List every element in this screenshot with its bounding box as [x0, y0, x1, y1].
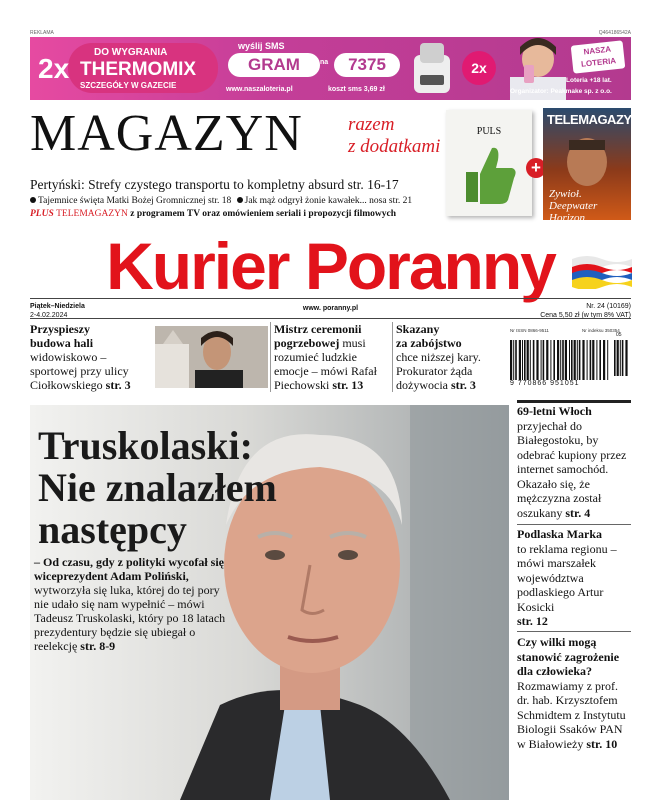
- barcode-bar: [569, 340, 570, 380]
- plus-icon: +: [526, 158, 546, 178]
- ad-prize-line2: THERMOMIX: [80, 59, 197, 80]
- barcode-number: 9 770866 951051: [510, 380, 580, 387]
- teaser-ceremonie[interactable]: [274, 322, 392, 392]
- addon-barcode-icon: [614, 340, 628, 376]
- ad-prize-line1: DO WYGRANIA: [94, 47, 168, 58]
- dateline-price: Cena 5,50 zł (w tym 8% VAT): [540, 312, 631, 319]
- right-story-marka[interactable]: [517, 527, 631, 629]
- poland-ukraine-flag-icon: [572, 253, 632, 289]
- barcode-bar: [574, 340, 576, 380]
- man-portrait: [155, 326, 268, 388]
- barcode-bar: [527, 340, 529, 380]
- barcode-bar: [577, 340, 578, 380]
- barcode-bar: [617, 340, 619, 376]
- magazyn-plus-line: [30, 209, 396, 219]
- teaser-skazany-hd2: za zabójstwo: [396, 336, 462, 350]
- plus-description: z programem TV oraz omówieniem seriali i propozycji filmowych: [130, 209, 397, 219]
- headline-line3: następcy: [38, 507, 187, 552]
- barcode-bar: [519, 340, 521, 380]
- code-label: Q464186542A: [598, 30, 631, 36]
- barcode-suffix: 05: [616, 332, 622, 338]
- headline-line2: Nie znalazłem: [38, 465, 277, 510]
- teaser-hala-body3: Ciołkowskiego: [30, 378, 103, 392]
- teaser-nosa[interactable]: Jak mąż odgrył żonie kawałek... nosa str. 21: [244, 196, 413, 206]
- barcode-bar: [513, 340, 514, 380]
- barcode-bar: [530, 340, 531, 380]
- ad-keyword: GRAM: [228, 53, 320, 77]
- teaser-ceremonie-body1: rozumieć ludzkie: [274, 350, 357, 364]
- ad-organizer-note: Organizator: Peakmake sp. z o.o.: [510, 88, 612, 95]
- dateline-date: 2-4.02.2024: [30, 312, 68, 319]
- marka-headline: Podlaska Marka: [517, 527, 603, 541]
- teaser-photo-piechowski[interactable]: [155, 326, 268, 388]
- teaser-hala-body2: sportowej przy ulicy: [30, 364, 129, 378]
- dateline-url[interactable]: www. poranny.pl: [302, 305, 359, 312]
- teaser-hala-page: str. 3: [105, 378, 131, 392]
- barcode-bar: [510, 340, 512, 380]
- barcode-bar: [565, 340, 567, 380]
- barcode-bar: [625, 340, 627, 376]
- magazyn-teaser-secondary[interactable]: [30, 196, 412, 206]
- wilki-body: Rozmawiamy z prof. dr. hab. Krzysztofem Schmidtem z Instytutu Biologii Ssaków PAN w Białowieży: [517, 678, 626, 751]
- dateline-days: Piątek–Niedziela: [30, 303, 85, 310]
- ad-sms-label: wyślij SMS: [238, 41, 285, 51]
- ad-2x-text: 2x: [38, 53, 70, 84]
- teaser-ceremonie-body2: emocje – mówi Rafał: [274, 364, 377, 378]
- rule-top: [30, 298, 631, 299]
- teaser-ceremonie-hd2: pogrzebowej: [274, 336, 340, 350]
- right-story-wloch[interactable]: [517, 404, 631, 520]
- barcode-bar: [579, 340, 581, 380]
- barcode-bar: [590, 340, 592, 380]
- teaser-skazany-body3: dożywocia: [396, 378, 448, 392]
- bullet-icon: [30, 197, 36, 203]
- thumbs-up-icon: [460, 144, 518, 206]
- telemagazyn-label: TELEMAGAZYN: [56, 209, 128, 219]
- telemagazyn-cover-title: TELEMAGAZYN: [547, 112, 641, 127]
- tele-sub-line1: Zywioł.: [549, 188, 582, 200]
- ad-prize-line3: SZCZEGÓŁY W GAZECIE: [80, 81, 177, 90]
- ad-sms-box: [222, 41, 400, 81]
- barcode-block: [510, 328, 631, 392]
- ad-na-text: na: [320, 59, 329, 66]
- tele-sub-line2: Deepwater Horizon: [549, 200, 598, 224]
- tagline-line2: z dodatkami: [348, 136, 441, 157]
- ad-sms-number: 7375: [334, 53, 400, 77]
- rule-bottom: [30, 318, 631, 319]
- right-rule-2: [517, 631, 631, 632]
- barcode-bar: [582, 340, 584, 380]
- wilki-page: str. 10: [586, 736, 618, 751]
- teaser-gromnica[interactable]: Tajemnice święta Matki Bożej Gromnicznej str. 18: [38, 196, 232, 206]
- teaser-skazany-hd1: Skazany: [396, 322, 440, 336]
- barcode-bar: [557, 340, 559, 380]
- barcode-bar: [550, 340, 551, 380]
- barcode-bar: [587, 340, 588, 380]
- puls-cover[interactable]: [446, 110, 532, 216]
- barcode-bar: [543, 340, 545, 380]
- marka-page: str. 12: [517, 614, 548, 628]
- lead-rest: wytworzyła się luka, której do tej pory nie udało się nam wypełnić – mówi Tadeusz Truskolaski, który po 18 latach prezydentury będzie się ubiegał o reelekcję: [34, 583, 226, 653]
- bullet-icon: [237, 197, 243, 203]
- ad-2x-circle: 2x: [462, 51, 496, 85]
- barcode-bar: [571, 340, 573, 380]
- teaser-ceremonie-page: str. 13: [332, 378, 364, 392]
- barcode-bar: [562, 340, 564, 380]
- barcode-bar: [599, 340, 601, 380]
- teaser-skazany[interactable]: [396, 322, 506, 392]
- barcode-bar: [614, 340, 616, 376]
- barcode-bar: [607, 340, 608, 380]
- teaser-hala-hd1: Przyspieszy: [30, 322, 90, 336]
- main-lead[interactable]: [34, 555, 230, 653]
- dateline-issue: Nr. 24 (10169): [586, 303, 631, 310]
- barcode-bar: [515, 340, 517, 380]
- actor-portrait: [559, 132, 615, 188]
- barcode-bar: [603, 340, 605, 380]
- ad-prize-bubble: [38, 43, 220, 95]
- main-headline[interactable]: [38, 425, 298, 551]
- nasza-loteria-logo: NASZA LOTERIA: [571, 40, 626, 73]
- barcode-bar: [522, 340, 523, 380]
- barcode-icon: [510, 340, 610, 380]
- wilki-headline: Czy wilki mogą stanowić zagrożenie dla człowieka?: [517, 635, 620, 678]
- lead-bold: – Od czasu, gdy z polityki wycofał się wiceprezydent Adam Poliński,: [34, 555, 225, 583]
- teaser-separator: [270, 322, 271, 392]
- issn-label: Nr ISSN 0866-9511: [510, 328, 549, 333]
- barcode-bar: [533, 340, 535, 380]
- plus-label: PLUS: [30, 209, 54, 219]
- barcode-bar: [524, 340, 526, 380]
- teaser-ceremonie-hd1: Mistrz ceremonii: [274, 322, 362, 336]
- masthead-title[interactable]: Kurier Poranny: [106, 229, 555, 303]
- ad-age-note: Loteria +18 lat.: [566, 77, 612, 84]
- barcode-bar: [541, 340, 542, 380]
- barcode-bar: [553, 340, 555, 380]
- teaser-hala[interactable]: [30, 322, 155, 392]
- puls-title: PULS: [476, 126, 502, 137]
- right-rule-top: [517, 400, 631, 403]
- magazyn-title: MAGAZYN: [30, 105, 303, 162]
- right-story-wilki[interactable]: [517, 635, 631, 751]
- teaser-skazany-body1: chce niższej kary.: [396, 350, 481, 364]
- wloch-headline: 69-letni Włoch: [517, 404, 592, 418]
- thermomix-icon: [410, 41, 454, 97]
- right-rule-1: [517, 524, 631, 525]
- index-label: Nr indeksu 350354: [582, 328, 620, 333]
- barcode-bar: [596, 340, 597, 380]
- teaser-hala-hd2: budowa hali: [30, 336, 94, 350]
- barcode-bar: [622, 340, 624, 376]
- barcode-bar: [536, 340, 538, 380]
- ad-label: REKLAMA: [30, 30, 54, 36]
- magazyn-tagline: [348, 114, 440, 158]
- lottery-ad-banner[interactable]: [30, 37, 631, 100]
- teaser-ceremonie-body3: Piechowski: [274, 378, 330, 392]
- barcode-bar: [592, 340, 594, 380]
- ad-sms-cost: koszt sms 3,69 zł: [328, 86, 385, 93]
- teaser-separator: [392, 322, 393, 392]
- tagline-line1: razem: [348, 114, 395, 135]
- barcode-bar: [620, 340, 621, 376]
- teaser-skazany-page: str. 3: [450, 378, 476, 392]
- barcode-bar: [546, 340, 548, 380]
- ad-url[interactable]: www.naszaloteria.pl: [226, 86, 293, 93]
- telemagazyn-cover-subtitle: [549, 188, 631, 224]
- magazyn-teaser-main[interactable]: Pertyński: Strefy czystego transportu to kompletny absurd str. 16-17: [30, 177, 399, 192]
- telemagazyn-cover[interactable]: [543, 108, 641, 224]
- teaser-hala-body1: widowiskowo –: [30, 350, 107, 364]
- wloch-body: przyjechał do Białegostoku, by odebrać kupiony przez internet samochód. Okazało się, że mężczyzna został oszukany: [517, 418, 627, 520]
- teaser-ceremonie-hd2-rest: musi: [342, 336, 366, 350]
- lead-page: str. 8-9: [80, 639, 116, 653]
- wloch-page: str. 4: [565, 505, 591, 520]
- teaser-skazany-body2: Prokurator żąda: [396, 364, 473, 378]
- marka-body: to reklama regionu – mówi marszałek województwa podlaskiego Artur Kosicki: [517, 541, 617, 614]
- headline-line1: Truskolaski:: [38, 423, 253, 468]
- barcode-bar: [560, 340, 561, 380]
